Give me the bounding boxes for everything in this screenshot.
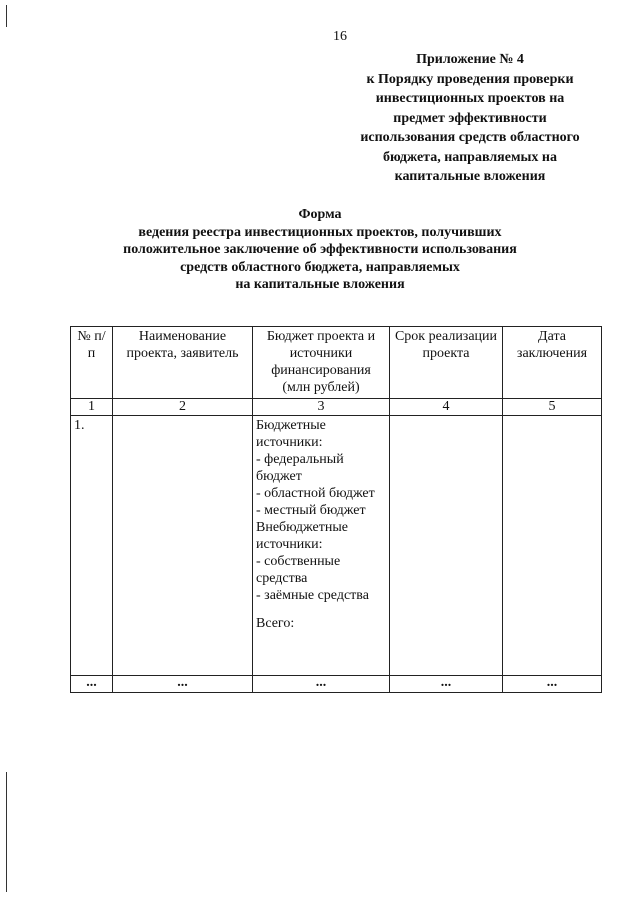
row-project-name [113,416,253,676]
budget-line: - местный бюджет [256,503,366,518]
budget-line: - заёмные средства [256,588,369,603]
header-project-name: Наименование проекта, заявитель [113,327,253,399]
header-budget: Бюджет проекта и источники финансирования (млн рублей) [253,327,390,399]
table-row-ellipsis [71,676,602,693]
header-date: Дата заключения [503,327,602,399]
ellipsis-cell: ... [390,676,503,693]
row-budget [253,416,390,676]
ellipsis-cell: ... [503,676,602,693]
ellipsis-cell: ... [253,676,390,693]
column-number: 4 [390,399,503,416]
budget-line: - федеральный бюджет [256,452,344,484]
scan-margin-mark [6,5,7,27]
registry-table [70,326,602,693]
appendix-line: бюджета, направляемых на [383,149,557,165]
column-number: 1 [71,399,113,416]
appendix-line: к Порядку проведения проверки [366,71,574,87]
appendix-line: инвестиционных проектов на [375,91,565,106]
form-title [40,206,600,294]
column-number: 3 [253,399,390,416]
form-title-line: на капитальные вложения [235,277,405,292]
ellipsis-cell: ... [113,676,253,693]
appendix-line: использования средств областного [360,130,580,145]
scan-margin-mark [6,772,7,892]
form-title-line: положительное заключение об эффективности использования [123,242,517,257]
page-number: 16 [333,29,347,44]
column-numbers-row [71,399,602,416]
row-date [503,416,602,676]
budget-line: - собственные средства [256,554,341,586]
column-number: 5 [503,399,602,416]
form-title-line: Форма [298,207,342,222]
row-term [390,416,503,676]
ellipsis-cell: ... [71,676,113,693]
appendix-heading [330,50,610,187]
budget-spacer [256,604,386,615]
header-number: № п/п [71,327,113,399]
appendix-line: предмет эффективности [393,110,547,126]
header-term: Срок реализации проекта [390,327,503,399]
form-title-line: средств областного бюджета, направляемых [180,259,460,275]
table-header-row [71,327,602,399]
budget-line: - областной бюджет [256,486,375,501]
appendix-line: капитальные вложения [394,169,546,184]
appendix-line: Приложение № 4 [416,52,524,67]
budget-line: Бюджетные источники: [256,418,326,450]
budget-line: Внебюджетные источники: [256,520,348,552]
form-title-line: ведения реестра инвестиционных проектов, получивших [138,224,502,240]
table-row [71,416,602,676]
row-number: 1. [71,416,113,676]
budget-total: Всего: [256,616,295,631]
column-number: 2 [113,399,253,416]
